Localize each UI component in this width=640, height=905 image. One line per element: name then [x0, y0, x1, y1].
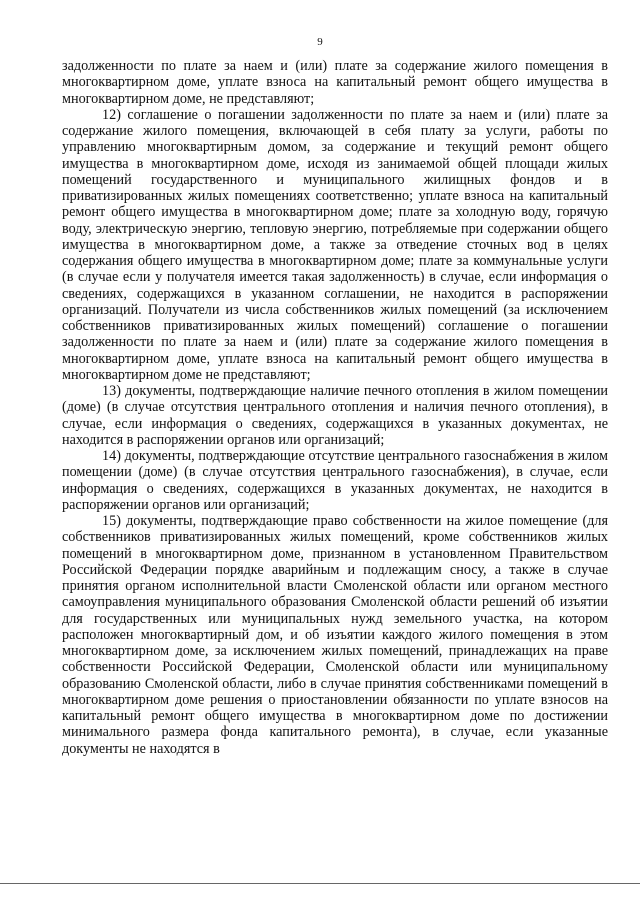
paragraph-item-14: 14) документы, подтверждающие отсутствие центрального газоснабжения в жилом помещении (доме) (в случае отсутствия центрального газоснабжения), в случае, если информация о сведениях, содержащихся в указанных документах, не находится в распоряжении органов или организаций;	[62, 448, 608, 513]
paragraph-continuation: задолженности по плате за наем и (или) плате за содержание жилого помещения в многоквартирном доме, уплате взноса на капитальный ремонт общего имущества в многоквартирном доме, не представляют;	[62, 58, 608, 107]
paragraph-item-13: 13) документы, подтверждающие наличие печного отопления в жилом помещении (доме) (в случае отсутствия центрального отопления и наличия печного отопления), в случае, если информация о сведениях, содержащихся в указанных документах, не находится в распоряжении органов или организаций;	[62, 383, 608, 448]
page-number: 9	[317, 36, 323, 48]
footer-divider	[0, 883, 640, 884]
document-body	[62, 58, 608, 757]
paragraph-item-15: 15) документы, подтверждающие право собственности на жилое помещение (для собственников приватизированных жилых помещений, кроме собственников жилых помещений в многоквартирном доме, признанном в установленном Правительством Российской Федерации порядке аварийным и подлежащим сносу, а также в случае принятия органом исполнительной власти Смоленской области или органом местного самоуправления муниципального образования Смоленской области решений об изъятии для государственных или муниципальных нужд земельного участка, на котором расположен многоквартирный дом, и об изъятии каждого жилого помещения в этом многоквартирном доме, за исключением жилых помещений, принадлежащих на праве собственности Российской Федерации, Смоленской области или муниципальному образованию Смоленской области, либо в случае принятия собственниками помещений в многоквартирном доме решения о приостановлении обязанности по уплате взносов на капитальный ремонт общего имущества в многоквартирном доме по достижении минимального размера фонда капитального ремонта), в случае, если указанные документы не находятся в	[62, 513, 608, 757]
paragraph-item-12: 12) соглашение о погашении задолженности по плате за наем и (или) плате за содержание жилого помещения, включающей в себя плату за услуги, работы по управлению многоквартирным домом, за содержание и текущий ремонт общего имущества в многоквартирном доме, исходя из занимаемой общей площади жилых помещений государственного и муниципального жилищных фондов и в приватизированных жилых помещениях соответственно; уплате взноса на капитальный ремонт общего имущества в многоквартирном доме; плате за холодную воду, горячую воду, электрическую энергию, тепловую энергию, потребляемые при содержании общего имущества в многоквартирном доме, а также за отведение сточных вод в целях содержания общего имущества в многоквартирном доме; плате за коммунальные услуги (в случае если у получателя имеется такая задолженность) в случае, если информация о сведениях, содержащихся в указанном соглашении, не находится в распоряжении организаций. Получатели из числа собственников жилых помещений (за исключением собственников приватизированных жилых помещений) соглашение о погашении задолженности по плате за наем и (или) плате за содержание жилого помещения в многоквартирном доме, уплате взноса на капитальный ремонт общего имущества в многоквартирном доме не представляют;	[62, 106, 608, 383]
